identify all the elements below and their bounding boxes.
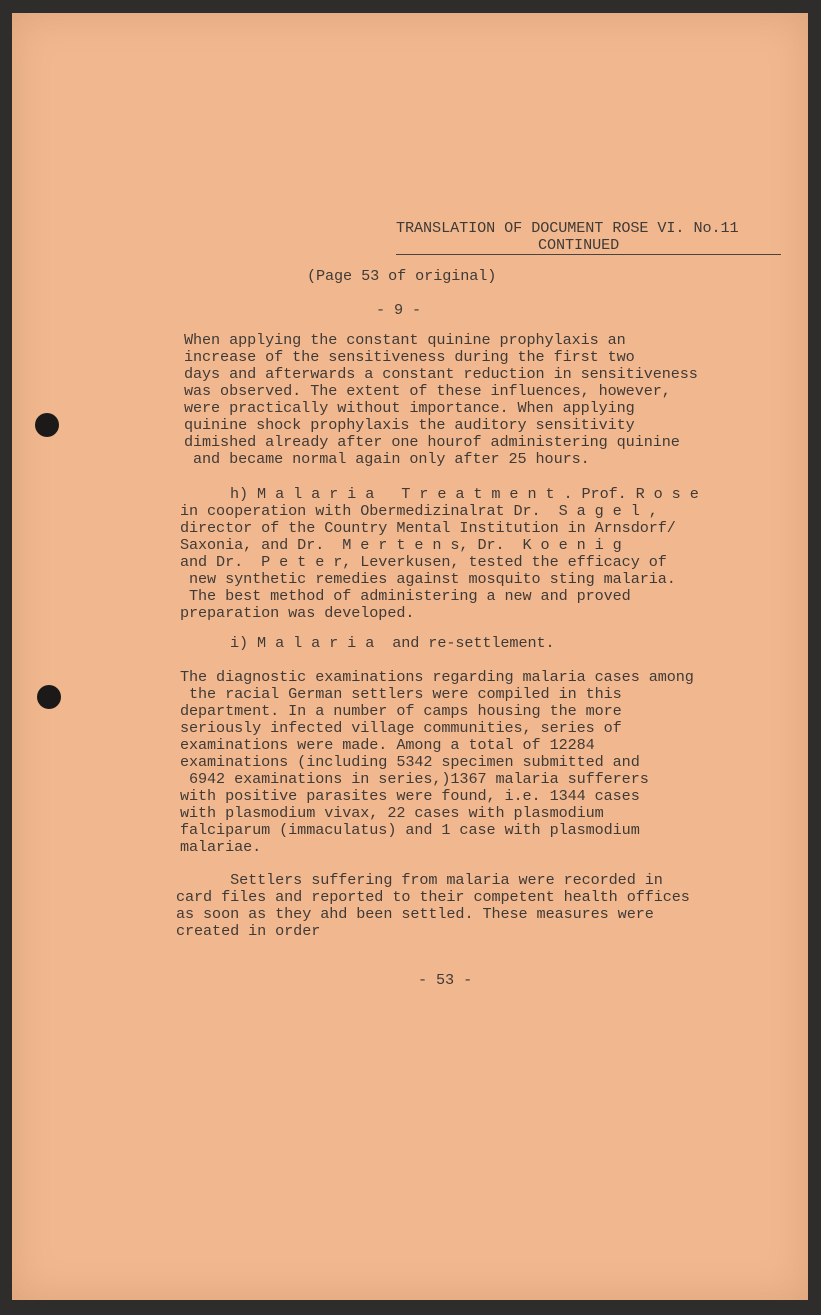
heading-malaria-treatment: h) M a l a r i a T r e a t m e n t . Prof. R o s e bbox=[230, 485, 699, 503]
header-underline bbox=[396, 254, 781, 255]
document-header-subtitle: CONTINUED bbox=[538, 236, 620, 254]
paragraph-settlers: Settlers suffering from malaria were recorded in card files and reported to their competent health offices as soon as they ahd been settled. These measures were created in order bbox=[176, 871, 690, 940]
punch-hole-bottom bbox=[37, 685, 61, 709]
punch-hole-top bbox=[35, 413, 59, 437]
paragraph-diagnostic-examinations: The diagnostic examinations regarding malaria cases among the racial German settlers were compiled in this department. In a number of camps housing the more seriously infected village communities, series of examinations were made. Among a total of 12284 examinations (including 5342 specimen submitted and 6942 examinations in series,)1367 malaria sufferers with positive parasites were found, i.e. 1344 cases with plasmodium vivax, 22 cases with plasmodium falciparum (immaculatus) and 1 case with plasmodium malariae. bbox=[180, 668, 694, 856]
document-page bbox=[12, 13, 808, 1300]
page-number: - 53 - bbox=[418, 971, 473, 989]
original-page-reference: (Page 53 of original) bbox=[307, 267, 497, 285]
paragraph-quinine-prophylaxis: When applying the constant quinine prophylaxis an increase of the sensitiveness during the first two days and afterwards a constant reduction in sensitiveness was observed. The extent of these influences, however, were practically without importance. When applying quinine shock prophylaxis the auditory sensitivity dimished already after one hourof administering quinine and became normal again only after 25 hours. bbox=[184, 331, 698, 468]
document-header-title: TRANSLATION OF DOCUMENT ROSE VI. No.11 bbox=[396, 219, 739, 237]
section-number: - 9 - bbox=[376, 301, 422, 319]
paragraph-malaria-treatment: in cooperation with Obermedizinalrat Dr. S a g e l , director of the Country Mental Institution in Arnsdorf/ Saxonia, and Dr. M e r t e n s, Dr. K o e n i g and Dr. P e t e r, Leverkusen, tested the efficacy of new synthetic remedies against mosquito sting malaria. The best method of administering a new and proved preparation was developed. bbox=[180, 502, 676, 622]
heading-malaria-resettlement: i) M a l a r i a and re-settlement. bbox=[230, 634, 555, 652]
